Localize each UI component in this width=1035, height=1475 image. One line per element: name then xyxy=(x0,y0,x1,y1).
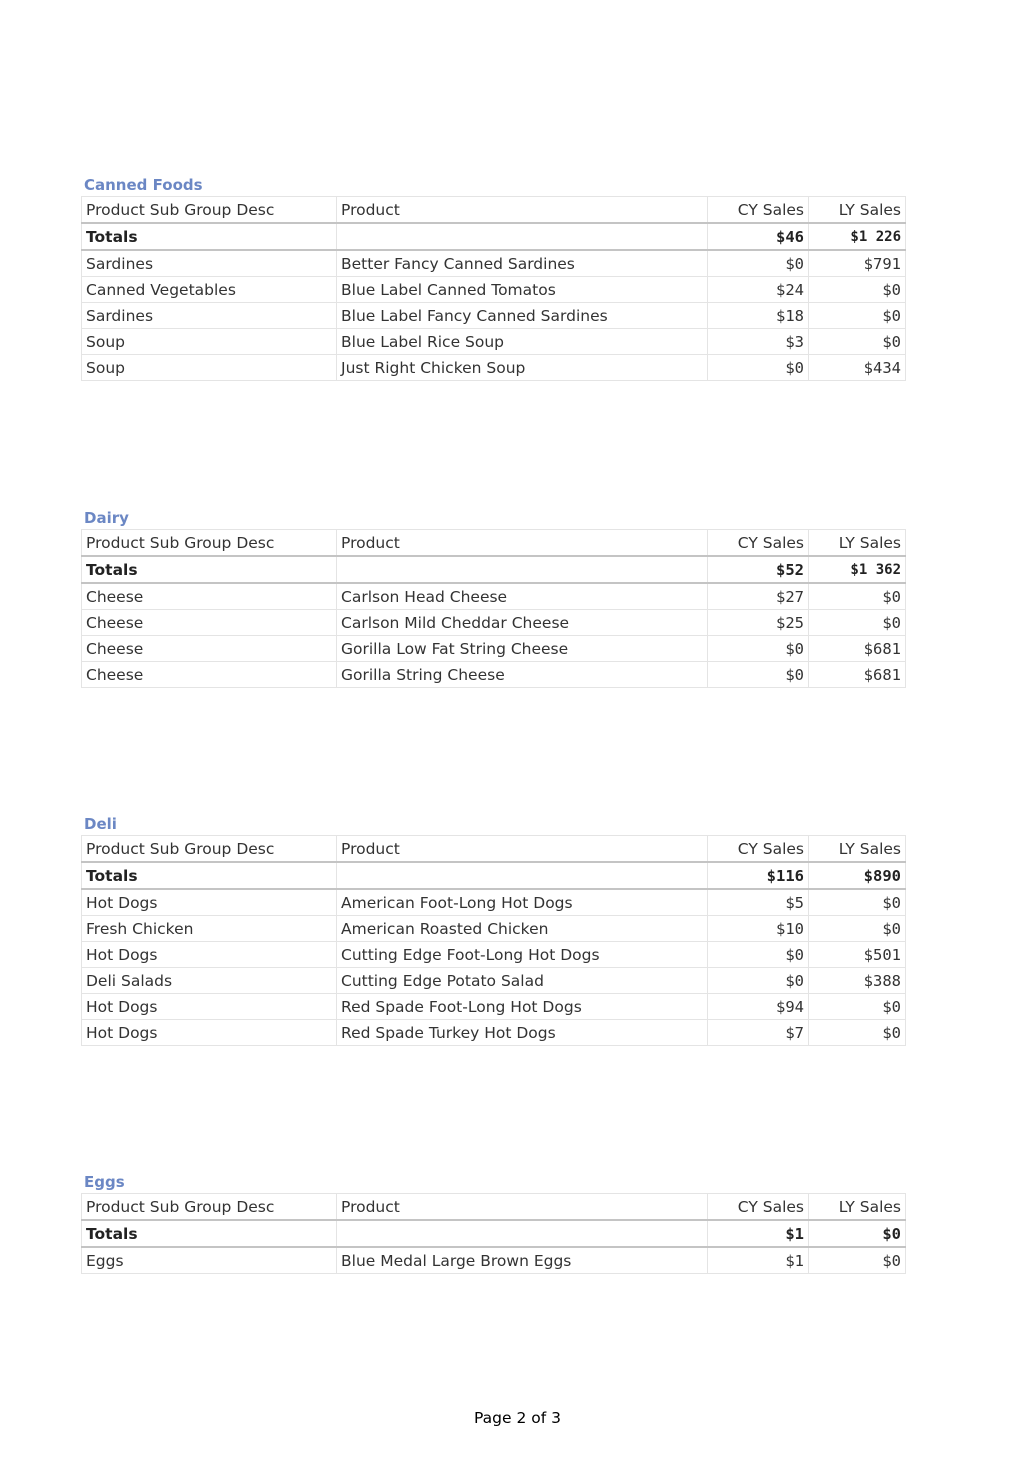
cell-cy-sales: $3 xyxy=(708,329,809,355)
cell-sub-group: Cheese xyxy=(82,636,337,662)
header-ly-sales[interactable]: LY Sales xyxy=(809,836,906,863)
cell-sub-group: Soup xyxy=(82,329,337,355)
header-product[interactable]: Product xyxy=(337,1194,708,1221)
cell-sub-group: Deli Salads xyxy=(82,968,337,994)
table-row[interactable] xyxy=(82,662,906,688)
totals-row xyxy=(82,1220,906,1247)
cell-ly-sales: $434 xyxy=(809,355,906,381)
cell-product: Better Fancy Canned Sardines xyxy=(337,250,708,277)
totals-row xyxy=(82,556,906,583)
cell-cy-sales: $10 xyxy=(708,916,809,942)
cell-product: Cutting Edge Potato Salad xyxy=(337,968,708,994)
cell-sub-group: Hot Dogs xyxy=(82,994,337,1020)
section-title: Dairy xyxy=(84,509,129,527)
table-header-row xyxy=(82,197,906,224)
cell-cy-sales: $24 xyxy=(708,277,809,303)
cell-cy-sales: $0 xyxy=(708,968,809,994)
cell-sub-group: Cheese xyxy=(82,610,337,636)
cell-product: Carlson Head Cheese xyxy=(337,583,708,610)
table-row[interactable] xyxy=(82,250,906,277)
header-sub-group[interactable]: Product Sub Group Desc xyxy=(82,530,337,557)
header-ly-sales[interactable]: LY Sales xyxy=(809,1194,906,1221)
table-row[interactable] xyxy=(82,1247,906,1274)
totals-cy-sales: $1 xyxy=(708,1220,809,1247)
header-product[interactable]: Product xyxy=(337,836,708,863)
table-header-row xyxy=(82,836,906,863)
cell-ly-sales: $0 xyxy=(809,303,906,329)
cell-ly-sales: $0 xyxy=(809,889,906,916)
totals-empty-cell xyxy=(337,1220,708,1247)
totals-row xyxy=(82,862,906,889)
cell-ly-sales: $0 xyxy=(809,610,906,636)
cell-ly-sales: $0 xyxy=(809,1247,906,1274)
totals-label: Totals xyxy=(82,862,337,889)
cell-product: American Roasted Chicken xyxy=(337,916,708,942)
table-header-row xyxy=(82,530,906,557)
cell-product: Gorilla String Cheese xyxy=(337,662,708,688)
header-cy-sales[interactable]: CY Sales xyxy=(708,197,809,224)
totals-empty-cell xyxy=(337,223,708,250)
cell-sub-group: Hot Dogs xyxy=(82,889,337,916)
cell-cy-sales: $0 xyxy=(708,942,809,968)
sales-table xyxy=(81,196,906,381)
cell-ly-sales: $501 xyxy=(809,942,906,968)
cell-product: American Foot-Long Hot Dogs xyxy=(337,889,708,916)
cell-ly-sales: $0 xyxy=(809,1020,906,1046)
header-cy-sales[interactable]: CY Sales xyxy=(708,836,809,863)
cell-sub-group: Cheese xyxy=(82,583,337,610)
table-row[interactable] xyxy=(82,303,906,329)
cell-cy-sales: $5 xyxy=(708,889,809,916)
section-title: Canned Foods xyxy=(84,176,203,194)
cell-product: Blue Label Canned Tomatos xyxy=(337,277,708,303)
totals-ly-sales: $1 226 xyxy=(809,223,906,250)
cell-product: Gorilla Low Fat String Cheese xyxy=(337,636,708,662)
cell-ly-sales: $0 xyxy=(809,916,906,942)
cell-cy-sales: $18 xyxy=(708,303,809,329)
totals-cy-sales: $116 xyxy=(708,862,809,889)
cell-product: Red Spade Turkey Hot Dogs xyxy=(337,1020,708,1046)
section-title: Eggs xyxy=(84,1173,125,1191)
cell-cy-sales: $0 xyxy=(708,250,809,277)
cell-sub-group: Hot Dogs xyxy=(82,942,337,968)
cell-cy-sales: $0 xyxy=(708,355,809,381)
cell-sub-group: Cheese xyxy=(82,662,337,688)
cell-sub-group: Hot Dogs xyxy=(82,1020,337,1046)
cell-cy-sales: $27 xyxy=(708,583,809,610)
header-sub-group[interactable]: Product Sub Group Desc xyxy=(82,197,337,224)
cell-ly-sales: $0 xyxy=(809,277,906,303)
page-number: Page 2 of 3 xyxy=(474,1409,561,1427)
section-eggs xyxy=(81,1171,905,1274)
totals-empty-cell xyxy=(337,862,708,889)
header-sub-group[interactable]: Product Sub Group Desc xyxy=(82,836,337,863)
totals-ly-sales: $0 xyxy=(809,1220,906,1247)
header-cy-sales[interactable]: CY Sales xyxy=(708,1194,809,1221)
table-row[interactable] xyxy=(82,277,906,303)
table-row[interactable] xyxy=(82,355,906,381)
table-row[interactable] xyxy=(82,916,906,942)
cell-cy-sales: $0 xyxy=(708,662,809,688)
cell-ly-sales: $0 xyxy=(809,583,906,610)
totals-cy-sales: $52 xyxy=(708,556,809,583)
header-cy-sales[interactable]: CY Sales xyxy=(708,530,809,557)
cell-sub-group: Fresh Chicken xyxy=(82,916,337,942)
cell-ly-sales: $681 xyxy=(809,662,906,688)
table-row[interactable] xyxy=(82,610,906,636)
sales-table xyxy=(81,1193,906,1274)
table-header-row xyxy=(82,1194,906,1221)
cell-product: Cutting Edge Foot-Long Hot Dogs xyxy=(337,942,708,968)
cell-ly-sales: $681 xyxy=(809,636,906,662)
table-row[interactable] xyxy=(82,329,906,355)
cell-cy-sales: $25 xyxy=(708,610,809,636)
totals-ly-sales: $1 362 xyxy=(809,556,906,583)
cell-product: Red Spade Foot-Long Hot Dogs xyxy=(337,994,708,1020)
cell-sub-group: Soup xyxy=(82,355,337,381)
section-canned-foods xyxy=(81,174,905,381)
totals-ly-sales: $890 xyxy=(809,862,906,889)
section-deli xyxy=(81,813,905,1046)
table-row[interactable] xyxy=(82,968,906,994)
table-row[interactable] xyxy=(82,583,906,610)
section-title: Deli xyxy=(84,815,117,833)
header-ly-sales[interactable]: LY Sales xyxy=(809,197,906,224)
cell-ly-sales: $0 xyxy=(809,994,906,1020)
cell-cy-sales: $7 xyxy=(708,1020,809,1046)
cell-product: Blue Medal Large Brown Eggs xyxy=(337,1247,708,1274)
sales-table xyxy=(81,529,906,688)
cell-product: Blue Label Fancy Canned Sardines xyxy=(337,303,708,329)
header-product[interactable]: Product xyxy=(337,197,708,224)
cell-ly-sales: $791 xyxy=(809,250,906,277)
header-ly-sales[interactable]: LY Sales xyxy=(809,530,906,557)
header-sub-group[interactable]: Product Sub Group Desc xyxy=(82,1194,337,1221)
cell-sub-group: Sardines xyxy=(82,250,337,277)
table-row[interactable] xyxy=(82,889,906,916)
sales-table xyxy=(81,835,906,1046)
totals-label: Totals xyxy=(82,556,337,583)
table-row[interactable] xyxy=(82,636,906,662)
cell-ly-sales: $0 xyxy=(809,329,906,355)
cell-sub-group: Canned Vegetables xyxy=(82,277,337,303)
cell-ly-sales: $388 xyxy=(809,968,906,994)
totals-row xyxy=(82,223,906,250)
totals-label: Totals xyxy=(82,1220,337,1247)
header-product[interactable]: Product xyxy=(337,530,708,557)
cell-product: Carlson Mild Cheddar Cheese xyxy=(337,610,708,636)
cell-product: Just Right Chicken Soup xyxy=(337,355,708,381)
totals-empty-cell xyxy=(337,556,708,583)
cell-cy-sales: $94 xyxy=(708,994,809,1020)
cell-cy-sales: $1 xyxy=(708,1247,809,1274)
totals-label: Totals xyxy=(82,223,337,250)
totals-cy-sales: $46 xyxy=(708,223,809,250)
table-row[interactable] xyxy=(82,994,906,1020)
section-dairy xyxy=(81,507,905,688)
table-row[interactable] xyxy=(82,1020,906,1046)
cell-product: Blue Label Rice Soup xyxy=(337,329,708,355)
cell-sub-group: Sardines xyxy=(82,303,337,329)
cell-cy-sales: $0 xyxy=(708,636,809,662)
table-row[interactable] xyxy=(82,942,906,968)
cell-sub-group: Eggs xyxy=(82,1247,337,1274)
